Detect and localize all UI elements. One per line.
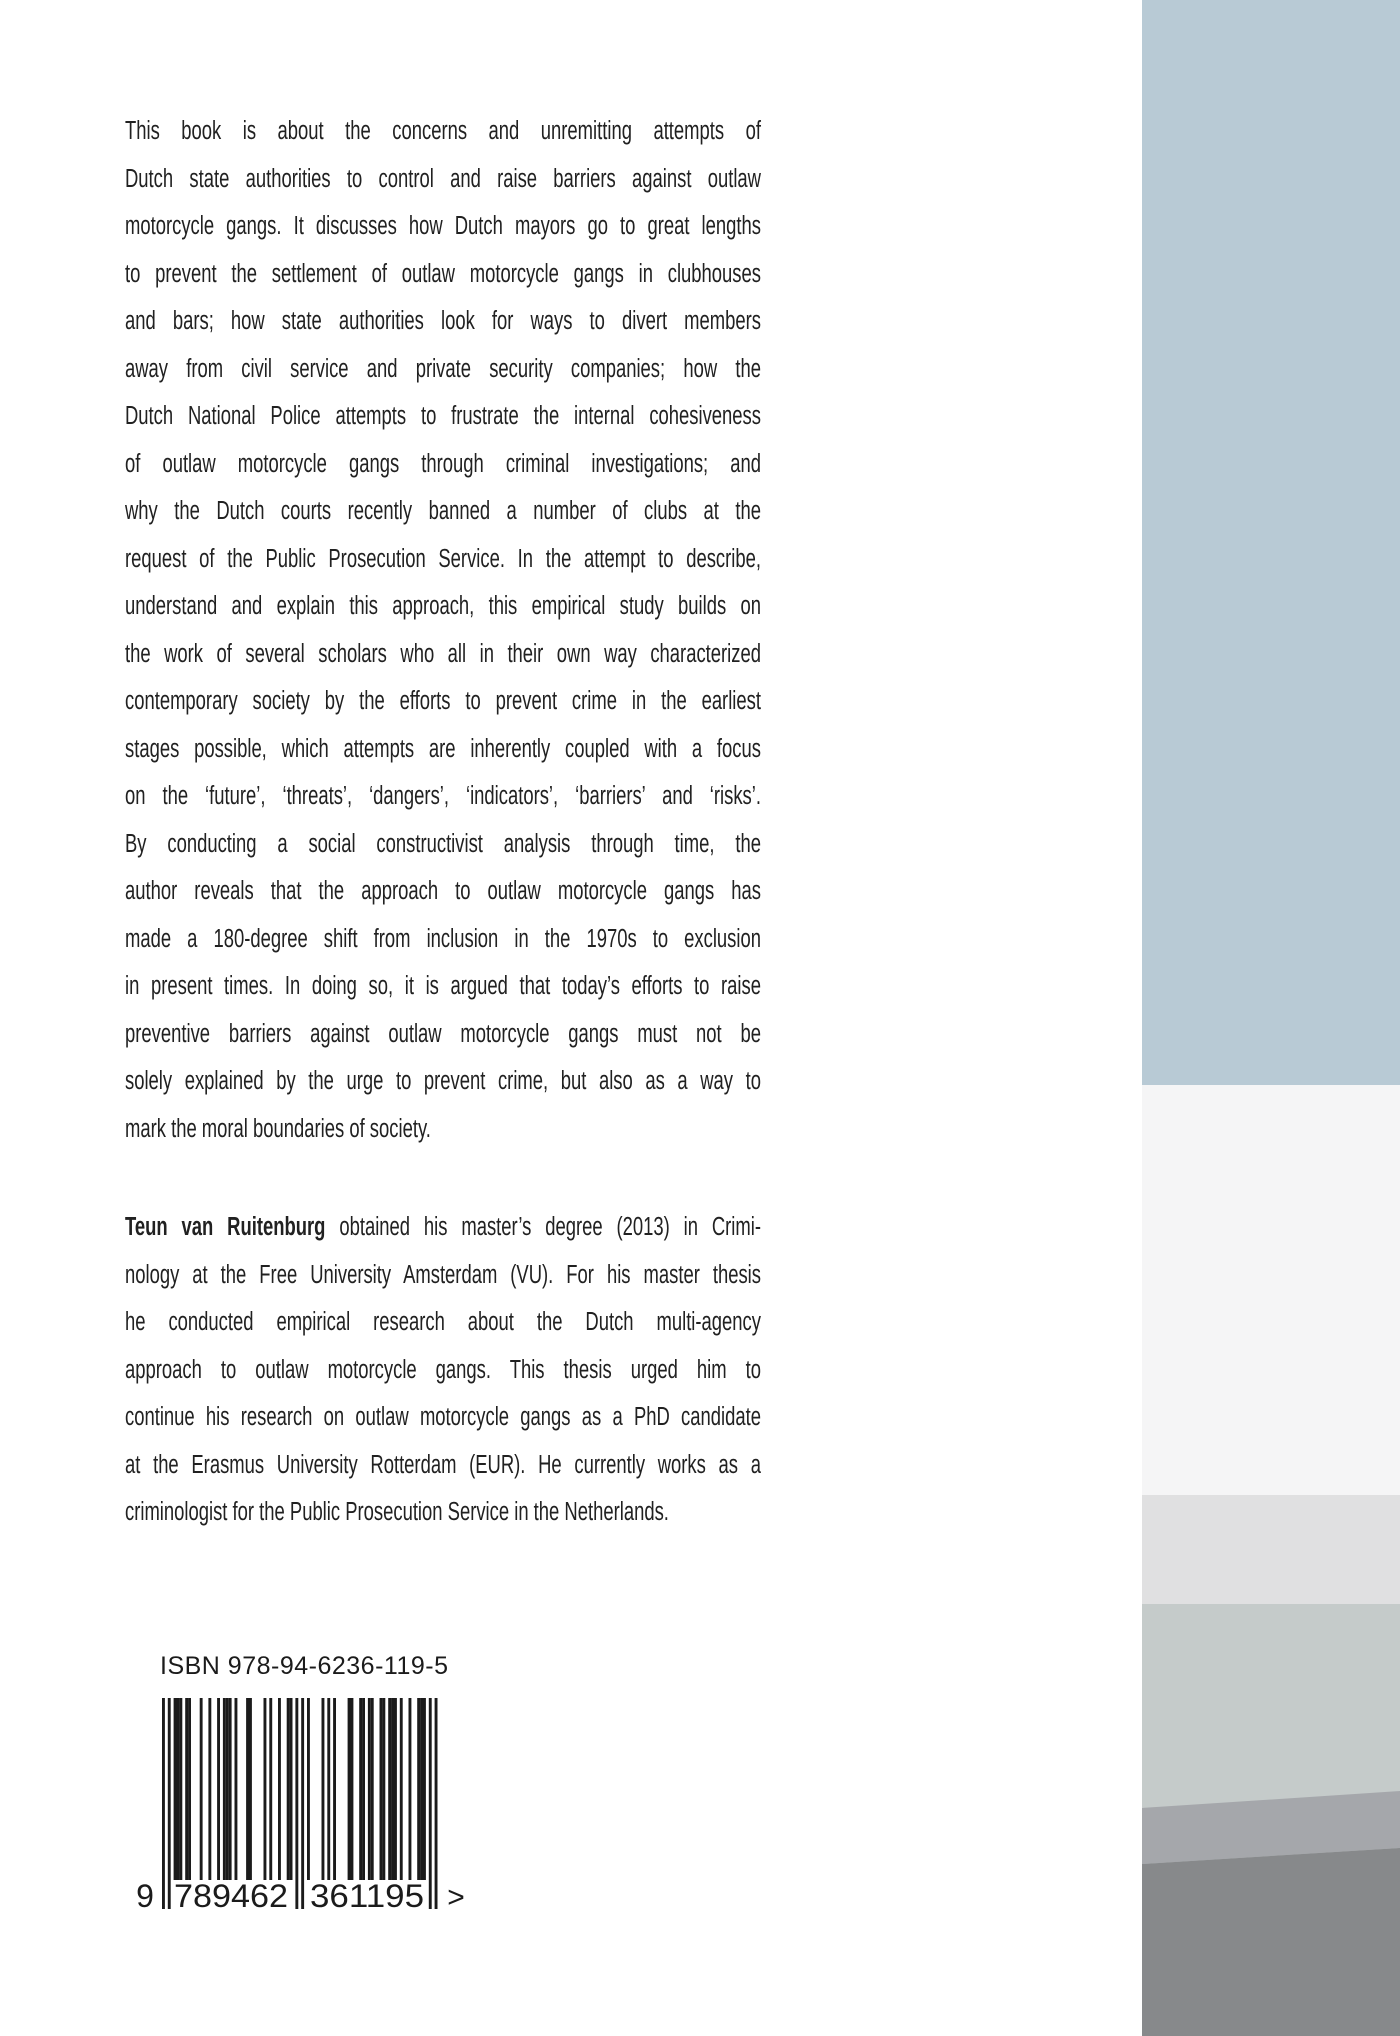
barcode-guard-bar <box>295 1698 298 1909</box>
barcode-bar <box>368 1698 371 1880</box>
barcode-bar <box>359 1698 362 1880</box>
synopsis-line: made a 180-degree shift from inclusion in the 1970s to exclusion <box>125 924 761 953</box>
barcode-digits-group1: 789462 <box>174 1878 288 1913</box>
barcode-bar <box>200 1698 203 1880</box>
barcode-bar <box>249 1698 252 1880</box>
barcode-bar <box>307 1698 310 1880</box>
synopsis-line: solely explained by the urge to prevent crime, but also as a way to <box>125 1067 761 1095</box>
synopsis-paragraph <box>125 108 761 1153</box>
barcode-bar <box>226 1698 229 1880</box>
accent-band-lower <box>1142 1604 1400 2036</box>
barcode-bar <box>400 1698 403 1880</box>
accent-strip <box>1142 0 1400 2036</box>
barcode-bar <box>351 1698 354 1880</box>
barcode-guard-bar <box>162 1698 165 1909</box>
barcode-guard-bar <box>301 1698 304 1909</box>
barcode-bar <box>185 1698 188 1880</box>
barcode-bar <box>269 1698 272 1880</box>
barcode-bar <box>371 1698 374 1880</box>
synopsis-line: stages possible, which attempts are inherently coupled with a focus <box>125 734 761 763</box>
synopsis-line: and bars; how state authorities look for ways to divert members <box>125 307 761 335</box>
barcode-bar <box>246 1698 249 1880</box>
barcode-bar <box>409 1698 412 1880</box>
ean13-barcode <box>128 1698 488 1913</box>
barcode-bar <box>264 1698 267 1880</box>
accent-band-blue <box>1142 0 1400 1085</box>
synopsis-line: on the ‘future’, ‘threats’, ‘dangers’, ‘indicators’, ‘barriers’ and ‘risks’. <box>125 782 761 810</box>
barcode-bar <box>229 1698 232 1880</box>
barcode-bar <box>322 1698 325 1880</box>
accent-band-darkgray <box>1142 1848 1400 2036</box>
barcode-guard-bar <box>429 1698 432 1909</box>
bio-line: approach to outlaw motorcycle gangs. This thesis urged him to <box>125 1355 761 1384</box>
synopsis-line: motorcycle gangs. It discusses how Dutch mayors go to great lengths <box>125 212 761 240</box>
barcode-digits-group2: 361195 <box>310 1878 424 1913</box>
barcode-guard-bar <box>435 1698 438 1909</box>
synopsis-line: in present times. In doing so, it is argued that today’s efforts to raise <box>125 972 761 1000</box>
barcode-bar <box>394 1698 397 1880</box>
barcode-bar <box>388 1698 391 1880</box>
synopsis-line: request of the Public Prosecution Service. In the attempt to describe, <box>125 544 761 573</box>
barcode-bar <box>362 1698 365 1880</box>
accent-band-lightgray <box>1142 1495 1400 1604</box>
barcode-bar <box>333 1698 336 1880</box>
barcode-bar <box>327 1698 330 1880</box>
barcode-bar <box>223 1698 226 1880</box>
barcode-digit-left: 9 <box>136 1878 154 1913</box>
synopsis-line: contemporary society by the efforts to prevent crime in the earliest <box>125 687 761 715</box>
synopsis-line: author reveals that the approach to outlaw motorcycle gangs has <box>125 877 761 905</box>
synopsis-line: to prevent the settlement of outlaw motorcycle gangs in clubhouses <box>125 259 761 288</box>
barcode-bar <box>417 1698 420 1880</box>
synopsis-line: preventive barriers against outlaw motorcycle gangs must not be <box>125 1019 761 1048</box>
synopsis-line: understand and explain this approach, this empirical study builds on <box>125 592 761 620</box>
barcode-bar <box>287 1698 290 1880</box>
barcode-bar <box>174 1698 177 1880</box>
barcode-bar <box>382 1698 385 1880</box>
barcode-bar <box>380 1698 383 1880</box>
barcode-bar <box>420 1698 423 1880</box>
synopsis-line: By conducting a social constructivist analysis through time, the <box>125 829 761 858</box>
barcode-bar <box>348 1698 351 1880</box>
barcode-bar <box>235 1698 238 1880</box>
isbn-label: ISBN 978-94-6236-119-5 <box>160 1652 449 1680</box>
bio-line: continue his research on outlaw motorcycle gangs as a PhD candidate <box>125 1403 761 1431</box>
synopsis-line: of outlaw motorcycle gangs through criminal investigations; and <box>125 449 761 478</box>
author-bio-paragraph <box>125 1204 761 1537</box>
synopsis-line: Dutch state authorities to control and raise barriers against outlaw <box>125 164 761 193</box>
bio-line: at the Erasmus University Rotterdam (EUR). He currently works as a <box>125 1450 761 1479</box>
barcode-bar <box>290 1698 293 1880</box>
synopsis-line: mark the moral boundaries of society. <box>125 1114 431 1143</box>
synopsis-line: away from civil service and private security companies; how the <box>125 354 761 383</box>
barcode-right-marker: > <box>447 1881 465 1913</box>
bio-line: he conducted empirical research about the Dutch multi-agency <box>125 1308 761 1336</box>
bio-line: criminologist for the Public Prosecution Service in the Netherlands. <box>125 1498 669 1526</box>
bio-line: Teun van Ruitenburg obtained his master’s degree (2013) in Crimi- <box>125 1213 761 1241</box>
synopsis-line: the work of several scholars who all in their own way characterized <box>125 639 761 668</box>
synopsis-line: This book is about the concerns and unremitting attempts of <box>125 117 761 145</box>
barcode-bar <box>179 1698 182 1880</box>
accent-band-offwhite <box>1142 1085 1400 1495</box>
synopsis-line: why the Dutch courts recently banned a number of clubs at the <box>125 497 761 525</box>
synopsis-line: Dutch National Police attempts to frustrate the internal cohesiveness <box>125 402 761 430</box>
barcode-bar <box>177 1698 180 1880</box>
barcode-bar <box>423 1698 426 1880</box>
author-name: Teun van Ruitenburg <box>125 1213 326 1241</box>
barcode-bar <box>208 1698 211 1880</box>
barcode-guard-bar <box>168 1698 171 1909</box>
barcode-bar <box>391 1698 394 1880</box>
bio-line: nology at the Free University Amsterdam (VU). For his master thesis <box>125 1260 761 1289</box>
author-bio-block <box>125 1204 761 1537</box>
barcode-bar <box>188 1698 191 1880</box>
barcode-bar <box>278 1698 281 1880</box>
barcode-bar <box>217 1698 220 1880</box>
synopsis-block <box>125 108 761 1153</box>
